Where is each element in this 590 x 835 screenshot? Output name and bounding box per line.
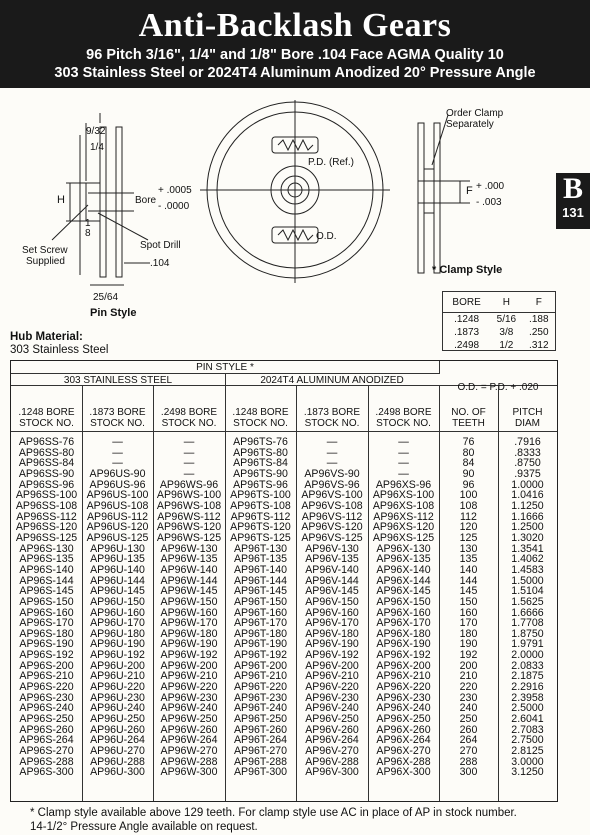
- col-header-al-1248: .1248 BORE STOCK NO.: [232, 407, 289, 429]
- table-cell: .1873: [454, 327, 480, 338]
- f-header: F: [523, 292, 555, 313]
- section-letter: B: [562, 172, 583, 205]
- table-cell: .2498: [454, 340, 480, 351]
- bore-tol-plus: + .0005: [158, 185, 192, 196]
- spot-drill-label: Spot Drill: [140, 240, 181, 251]
- clamp-plate-left: [418, 123, 424, 273]
- set-screw-label: Set Screw: [22, 245, 68, 256]
- bore-header: BORE: [443, 292, 490, 313]
- clamp-plate-right: [434, 123, 440, 273]
- column-ss-2498: — — — — AP96WS-96 AP96WS-100 AP96WS-108 AP96WS-112 AP96WS-120 AP96WS-125 AP96W-130 AP96W-135 AP96W-140 AP96W-144 AP96W-145 AP96W-150 AP96W-160 AP96W-170 AP96W-180 AP96W-190 AP96W-192 AP96W-200 AP96W-210 AP96W-220 AP96W-230 AP96W-240 AP96W-250 AP96W-260 AP96W-264 AP96W-270 AP96W-288 AP96W-300: [156, 436, 222, 779]
- table-row: [443, 326, 555, 339]
- hub: [86, 183, 100, 221]
- clamp-tol-plus: + .000: [476, 181, 505, 192]
- dim-8: 8: [85, 228, 91, 239]
- bore-label: Bore: [135, 195, 157, 206]
- od-label: O.D.: [316, 231, 337, 242]
- spec-line-1: 96 Pitch 3/16", 1/4" and 1/8" Bore .104 Face AGMA Quality 10: [86, 47, 504, 63]
- table-cell: .250: [529, 327, 549, 338]
- col-header-ss-1248: .1248 BORE STOCK NO.: [18, 407, 75, 429]
- col-header-al-2498: .2498 BORE STOCK NO.: [375, 407, 432, 429]
- column-pitch-diam: .7916 .8333 .8750 .9375 1.0000 1.0416 1.1250 1.1666 1.2500 1.3020 1.3541 1.4062 1.4583 1.5000 1.5104 1.5625 1.6666 1.7708 1.8750 1.9791 2.0000 2.0833 2.1875 2.2916 2.3958 2.5000 2.6041 2.7083 2.7500 2.8125 3.0000 3.1250: [511, 436, 544, 779]
- clamp-hub: [424, 169, 434, 213]
- dim-1: 1: [85, 218, 91, 229]
- column-al-1873: — — — AP96VS-90 AP96VS-96 AP96VS-100 AP96VS-108 AP96VS-112 AP96VS-120 AP96VS-125 AP96V-130 AP96V-135 AP96V-140 AP96V-144 AP96V-145 AP96V-150 AP96V-160 AP96V-170 AP96V-180 AP96V-190 AP96V-192 AP96V-200 AP96V-210 AP96V-220 AP96V-230 AP96V-240 AP96V-250 AP96V-260 AP96V-264 AP96V-270 AP96V-288 AP96V-300: [301, 436, 363, 779]
- stock-table: [10, 360, 558, 802]
- page-title: Anti-Backlash Gears: [138, 7, 452, 44]
- section-tab: [556, 173, 590, 229]
- pd-ref-label: P.D. (Ref.): [308, 157, 354, 168]
- column-al-2498: — — — — AP96XS-96 AP96XS-100 AP96XS-108 AP96XS-112 AP96XS-120 AP96XS-125 AP96X-130 AP96X-135 AP96X-140 AP96X-144 AP96X-145 AP96X-150 AP96X-160 AP96X-170 AP96X-180 AP96X-190 AP96X-192 AP96X-200 AP96X-210 AP96X-220 AP96X-230 AP96X-240 AP96X-250 AP96X-260 AP96X-264 AP96X-270 AP96X-288 AP96X-300: [372, 436, 435, 779]
- supplied-label: Supplied: [26, 256, 65, 267]
- table-cell: .312: [529, 340, 549, 351]
- dim-h: H: [57, 194, 65, 206]
- bore-tol-minus: - .0000: [158, 201, 190, 212]
- page-header: [0, 0, 590, 88]
- column-ss-1873: — — — AP96US-90 AP96US-96 AP96US-100 AP96US-108 AP96US-112 AP96US-120 AP96US-125 AP96U-130 AP96U-135 AP96U-140 AP96U-144 AP96U-145 AP96U-150 AP96U-160 AP96U-170 AP96U-180 AP96U-190 AP96U-192 AP96U-200 AP96U-210 AP96U-220 AP96U-230 AP96U-240 AP96U-250 AP96U-260 AP96U-264 AP96U-270 AP96U-288 AP96U-300: [86, 436, 149, 779]
- col-header-ss-2498: .2498 BORE STOCK NO.: [160, 407, 218, 429]
- table-cell: 5/16: [496, 314, 517, 325]
- dim-104: .104: [150, 258, 170, 269]
- bore-dimension-table: [442, 291, 556, 351]
- gear-plate-right: [116, 127, 122, 277]
- footnote-line-1: * Clamp style available above 129 teeth. For clamp style use AC in place of AP in stock number.: [30, 807, 517, 819]
- clamp-tol-minus: - .003: [476, 197, 502, 208]
- clamp-style-label: * Clamp Style: [432, 264, 503, 276]
- column-ss-1248: AP96SS-76 AP96SS-80 AP96SS-84 AP96SS-90 AP96SS-96 AP96SS-100 AP96SS-108 AP96SS-112 AP96SS-120 AP96SS-125 AP96S-130 AP96S-135 AP96S-140 AP96S-144 AP96S-145 AP96S-150 AP96S-160 AP96S-170 AP96S-180 AP96S-190 AP96S-192 AP96S-200 AP96S-210 AP96S-220 AP96S-230 AP96S-240 AP96S-250 AP96S-260 AP96S-264 AP96S-270 AP96S-288 AP96S-300: [15, 436, 78, 779]
- pin-style-header: PIN STYLE *: [196, 362, 254, 373]
- col-header-al-1873: .1873 BORE STOCK NO.: [303, 407, 361, 429]
- dim-f: F: [466, 185, 473, 197]
- pin-style-label: Pin Style: [90, 307, 137, 319]
- od-formula: O.D. = P.D. + .020: [457, 382, 539, 393]
- col-header-teeth: NO. OF TEETH: [451, 407, 486, 429]
- column-teeth: 76 80 84 90 96 100 108 112 120 125 130 135 140 144 145 150 160 170 180 190 192 200 210 220 230 240 250 260 264 270 288 300: [459, 436, 478, 779]
- dim-25-64: 25/64: [93, 292, 119, 303]
- spec-line-2: 303 Stainless Steel or 2024T4 Aluminum Anodized 20° Pressure Angle: [54, 65, 536, 81]
- dim-1-4: 1/4: [90, 142, 104, 153]
- order-clamp-label: Order Clamp: [446, 108, 504, 119]
- h-header: H: [490, 292, 522, 313]
- col-header-ss-1873: .1873 BORE STOCK NO.: [89, 407, 146, 429]
- hub-material-label: Hub Material:: [10, 331, 83, 343]
- table-cell: 3/8: [499, 327, 514, 338]
- column-al-1248: AP96TS-76 AP96TS-80 AP96TS-84 AP96TS-90 AP96TS-96 AP96TS-100 AP96TS-108 AP96TS-112 AP96TS-120 AP96TS-125 AP96T-130 AP96T-135 AP96T-140 AP96T-144 AP96T-145 AP96T-150 AP96T-160 AP96T-170 AP96T-180 AP96T-190 AP96T-192 AP96T-200 AP96T-210 AP96T-220 AP96T-230 AP96T-240 AP96T-250 AP96T-260 AP96T-264 AP96T-270 AP96T-288 AP96T-300: [230, 436, 291, 779]
- stainless-header: 303 STAINLESS STEEL: [63, 375, 173, 386]
- table-row: [443, 339, 555, 352]
- hub-material: [10, 331, 108, 357]
- table-cell: 1/2: [499, 340, 514, 351]
- dim-9-32: 9/32: [86, 126, 106, 137]
- table-cell: .1248: [454, 314, 480, 325]
- hub-material-value: 303 Stainless Steel: [10, 344, 109, 356]
- page-number: 131: [562, 205, 584, 220]
- footnote-line-2: 14-1/2° Pressure Angle available on request.: [30, 821, 258, 833]
- table-row: [443, 313, 555, 327]
- col-header-pitch-diam: PITCH DIAM: [512, 407, 543, 429]
- separately-label: Separately: [446, 119, 494, 130]
- footnote: [30, 806, 570, 834]
- aluminum-header: 2024T4 ALUMINUM ANODIZED: [260, 375, 404, 386]
- table-cell: .188: [529, 314, 549, 325]
